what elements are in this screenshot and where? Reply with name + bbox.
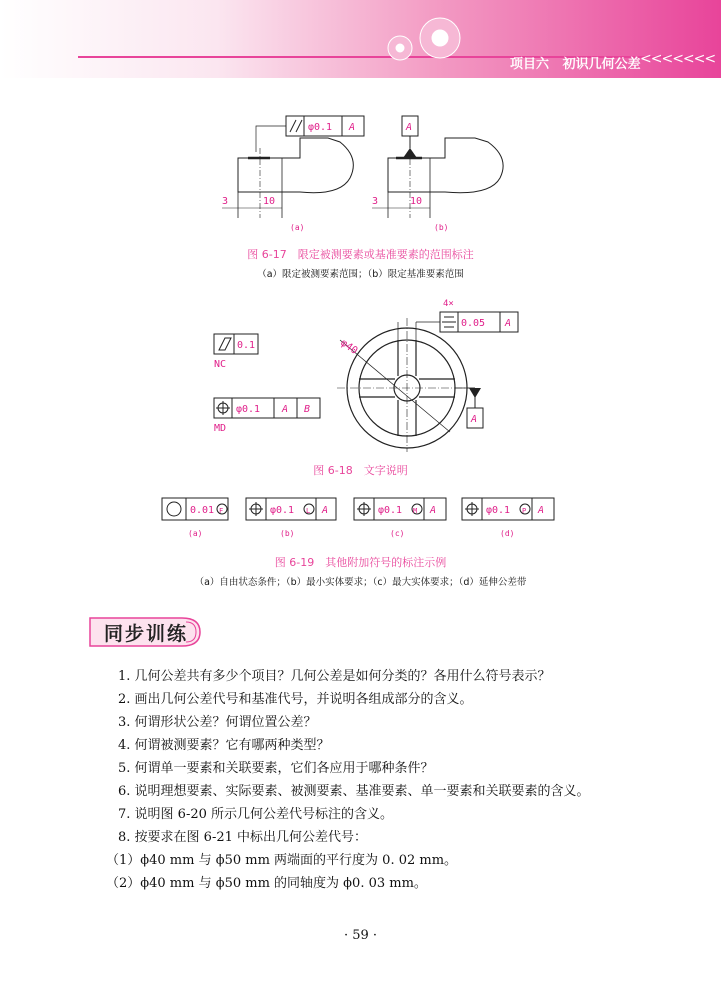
fig617-a-label: (a) — [290, 223, 305, 232]
question-1: 1. 几何公差共有多少个项目？几何公差是如何分类的？各用什么符号表示？ — [118, 669, 551, 684]
fig618-sym-datum: A — [505, 318, 512, 329]
fig619-c-label: (c) — [390, 529, 405, 538]
fig617-a-drawing — [222, 116, 364, 218]
fig619-caption: 图 6-19 其他附加符号的标注示例 — [274, 556, 447, 569]
header-arrows: <<<<<<< — [640, 51, 716, 67]
fig619-subcaption: （a）自由状态条件；（b）最小实体要求；（c）最大实体要求；（d）延伸公差带 — [194, 577, 527, 588]
fig617-subcaption: （a）限定被测要素范围；（b）限定基准要素范围 — [257, 269, 464, 280]
figure-6-17 — [200, 108, 520, 238]
fig619-b-mod: L — [306, 507, 311, 515]
question-5: 5. 何谓单一要素和关联要素，它们各应用于哪种条件？ — [118, 761, 434, 776]
fig619-c-datum: A — [430, 505, 437, 516]
fig619-d-value: φ0.1 — [486, 505, 511, 516]
fig617-b-dim1: 3 — [372, 196, 379, 207]
fig619-c-mod: M — [413, 507, 418, 515]
fig617-a-dim1: 3 — [222, 196, 229, 207]
fig617-a-datum: A — [349, 122, 356, 133]
fig618-diameter: φ40 — [338, 337, 360, 357]
header-chapter-title: 初识几何公差 — [562, 57, 641, 72]
fig617-a-dim2: 10 — [263, 196, 276, 207]
fig617-b-dim2: 10 — [410, 196, 423, 207]
fig618-wheel — [337, 318, 477, 452]
fig617-b-drawing — [372, 116, 503, 218]
fig618-count: 4× — [443, 299, 454, 309]
figure-6-18 — [200, 292, 530, 452]
subitem-1: （1）ϕ40 mm 与 ϕ50 mm 两端面的平行度为 0. 02 mm。 — [106, 853, 458, 868]
header-title — [510, 53, 641, 72]
figure-6-19 — [150, 494, 570, 542]
fig617-a-tolerance: φ0.1 — [308, 122, 333, 133]
question-3: 3. 何谓形状公差？何谓位置公差？ — [118, 715, 317, 730]
fig617-b-datum-triangle — [403, 148, 417, 158]
fig619-b-label: (b) — [280, 529, 295, 538]
fig617-caption: 图 6-17 限定被测要素或基准要素的范围标注 — [247, 248, 474, 261]
fig619-d-label: (d) — [500, 529, 515, 538]
fig618-pos-datum1: A — [282, 404, 289, 415]
fig619-b-datum: A — [322, 505, 329, 516]
fig619-a-value: 0.01 — [190, 505, 215, 516]
section-title: 同步训练 — [104, 623, 189, 645]
fig618-pos-value: φ0.1 — [236, 404, 261, 415]
fig618-datum: A — [471, 414, 478, 425]
fig618-sym-value: 0.05 — [461, 318, 486, 329]
question-7: 7. 说明图 6-20 所示几何公差代号标注的含义。 — [118, 807, 394, 822]
fig619-a-mod: F — [219, 507, 224, 515]
question-6: 6. 说明理想要素、实际要素、被测要素、基准要素、单一要素和关联要素的含义。 — [118, 784, 590, 799]
fig617-b-label: (b) — [434, 223, 449, 232]
header-project: 项目六 — [510, 57, 550, 72]
fig618-flat-value: 0.1 — [237, 340, 256, 351]
fig619-d-mod: P — [522, 507, 527, 515]
fig618-datum-triangle — [469, 388, 481, 398]
fig617-b-datum: A — [406, 122, 413, 133]
fig618-caption: 图 6-18 文字说明 — [313, 464, 408, 477]
fig619-a-label: (a) — [188, 529, 203, 538]
fig619-b-value: φ0.1 — [270, 505, 295, 516]
page-number: · 59 · — [343, 928, 378, 943]
fig618-nc: NC — [214, 359, 227, 370]
fig619-d-datum: A — [538, 505, 545, 516]
question-2: 2. 画出几何公差代号和基准代号，并说明各组成部分的含义。 — [118, 692, 473, 707]
gear-decoration-icon — [360, 8, 470, 63]
fig618-pos-datum2: B — [304, 404, 311, 415]
subitem-2: （2）ϕ40 mm 与 ϕ50 mm 的同轴度为 ϕ0. 03 mm。 — [106, 876, 427, 891]
fig618-md: MD — [214, 423, 227, 434]
question-4: 4. 何谓被测要素？它有哪两种类型？ — [118, 738, 330, 753]
fig619-c-value: φ0.1 — [378, 505, 403, 516]
question-8: 8. 按要求在图 6-21 中标出几何公差代号： — [118, 830, 368, 845]
